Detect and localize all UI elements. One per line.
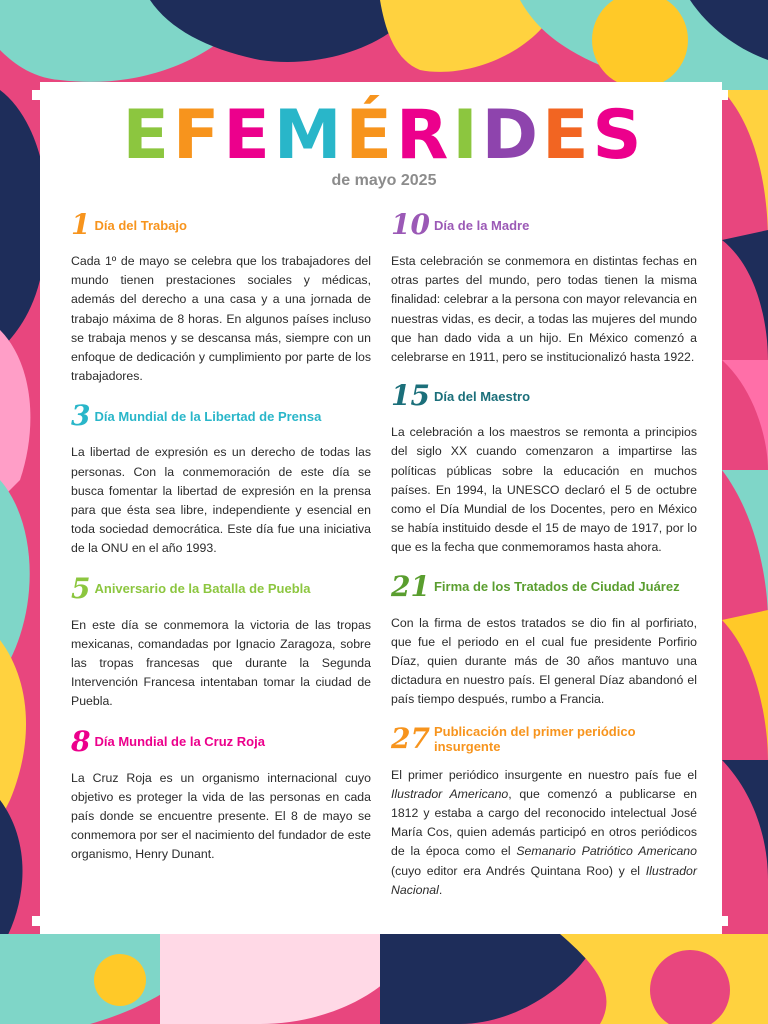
section-heading — [71, 725, 371, 759]
section-body — [391, 614, 697, 710]
section-heading — [391, 570, 697, 604]
title-letter: E — [223, 96, 274, 175]
efemeride-section — [71, 572, 371, 712]
title-letter: M — [273, 96, 346, 175]
section-title: Firma de los Tratados de Ciudad Juárez — [433, 579, 680, 595]
section-title: Día del Trabajo — [94, 217, 187, 233]
day-number: 10 — [391, 208, 430, 241]
paragraph: La Cruz Roja es un organismo internacional cuyo objetivo es proteger la vida de las personas en cada país donde se encuentre presente. El 8 de mayo se conmemora por ser el nacimiento del fundador de este organismo, Henry Dunant. — [71, 770, 371, 862]
paragraph: En este día se conmemora la victoria de las tropas mexicanas, comandadas por Ignacio Zaragoza, sobre las tropas francesas que durante la Segunda Intervención Francesa intentaban tomar la ciudad de Puebla. — [71, 617, 371, 709]
italic-title: Ilustrador Nacional — [391, 863, 697, 897]
section-heading — [391, 722, 697, 756]
day-number: 5 — [71, 571, 91, 605]
text-run: (cuyo editor era Andrés Quintana Roo) y el — [391, 863, 646, 878]
day-number: 1 — [71, 208, 91, 241]
day-number: 15 — [391, 379, 430, 413]
section-heading — [71, 399, 371, 433]
left-column — [71, 208, 371, 865]
paragraph — [391, 766, 697, 900]
section-title: Día de la Madre — [433, 217, 530, 233]
section-heading — [391, 208, 697, 242]
section-body — [71, 769, 371, 865]
section-title: Publicación del primer periódico insurgente — [433, 723, 636, 754]
efemeride-section — [391, 379, 697, 557]
section-body — [391, 423, 697, 557]
section-title: Día Mundial de la Cruz Roja — [94, 734, 265, 750]
title-letter: R — [395, 96, 453, 175]
italic-title: Semanario Patriótico Americano — [516, 844, 697, 859]
section-body — [71, 252, 371, 386]
title-letter: E — [122, 96, 173, 175]
section-title: Día del Maestro — [433, 388, 531, 404]
page-subtitle: de mayo 2025 — [331, 172, 437, 189]
section-body — [71, 616, 371, 712]
section-body — [391, 766, 697, 900]
efemeride-section — [71, 399, 371, 558]
italic-title: Ilustrador Americano — [391, 786, 509, 801]
text-run: , que comenzó a publicarse en 1812 y estaba a cargo del reconocido intelectual José María Cos, quien además participó en otros periódicos de la época como el — [391, 786, 697, 859]
day-number: 27 — [391, 721, 430, 755]
paragraph: La libertad de expresión es un derecho de todas las personas. Con la conmemoración de este día se busca fomentar la libertad de expresión en la prensa para que ésta sea libre, independiente y esencial en toda sociedad democrática. Este día fue una iniciativa de la ONU en el año 1993. — [71, 445, 371, 556]
text-run: El primer periódico insurgente en nuestro país fue el — [391, 767, 697, 782]
day-number: 21 — [391, 569, 430, 603]
efemeride-section — [391, 208, 697, 367]
paragraph: Con la firma de estos tratados se dio fin al porfiriato, que fue el periodo en el cual fue presidente Porfirio Díaz, quien durante más de 30 años mantuvo una dictadura en nuestro país. El general Díaz abandonó el país tiempo después, rumbo a Francia. — [391, 615, 697, 707]
efemeride-section — [71, 208, 371, 386]
paragraph: Cada 1º de mayo se celebra que los trabajadores del mundo tienen prestaciones sociales y médicas, además del derecho a una casa y a una jornada de trabajo máxima de 8 horas. En algunos países incluso se trabaja menos y se descansa más, siempre con un enfoque de dedicación y cumplimiento por parte de los trabajadores. — [71, 254, 371, 384]
section-heading — [391, 379, 697, 413]
section-title: Día Mundial de la Libertad de Prensa — [94, 408, 322, 424]
section-heading — [71, 208, 371, 242]
page-title — [0, 96, 768, 176]
title-letter: E — [542, 96, 593, 175]
text-run: . — [438, 882, 443, 897]
title-letter: D — [481, 96, 543, 175]
card-corner-br — [718, 916, 728, 926]
right-column — [391, 208, 697, 900]
section-heading — [71, 572, 371, 606]
section-body — [391, 252, 697, 367]
efemeride-section — [71, 725, 371, 865]
efemeride-section — [391, 570, 697, 710]
section-title: Aniversario de la Batalla de Puebla — [94, 581, 311, 597]
title-letter: F — [172, 96, 224, 175]
efemeride-section — [391, 722, 697, 900]
day-number: 8 — [71, 724, 91, 758]
paragraph: La celebración a los maestros se remonta a principios del siglo XX cuando comenzaron a impartirse las políticas públicas sobre la educación en muchos países. En 1994, la UNESCO declaró el 5 de octubre como el Día Mundial de los Docentes, pero en México se había instituido desde el 15 de mayo de 1917, por lo que es la fecha que conmemoramos hasta ahora. — [391, 425, 697, 555]
title-letter: S — [592, 96, 646, 175]
title-letter: É — [345, 96, 396, 175]
title-letter: I — [452, 96, 482, 175]
section-body — [71, 443, 371, 558]
card-corner-bl — [32, 916, 42, 926]
day-number: 3 — [71, 399, 91, 433]
paragraph: Esta celebración se conmemora en distintas fechas en otras partes del mundo, pero todas tienen la misma finalidad: celebrar a la persona con mayor relevancia en nuestras vidas, es decir, a todas las mujeres del mundo que han dado vida a un hijo. En México comenzó a celebrarse en 1911, pero se institucionalizó hasta 1922. — [391, 254, 697, 365]
